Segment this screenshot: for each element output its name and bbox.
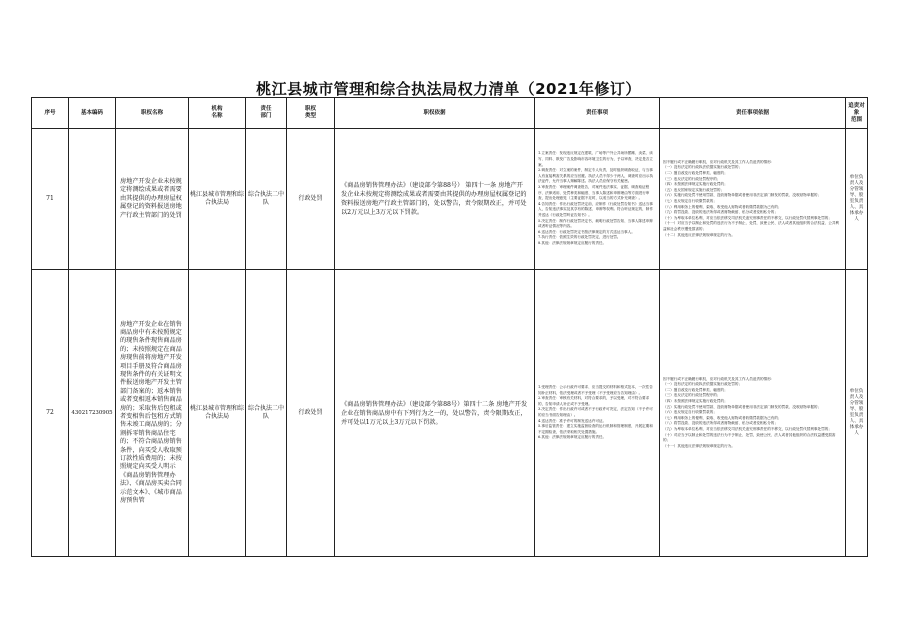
table-row: [32, 129, 868, 270]
header-duty-basis: 责任事项依据: [660, 98, 846, 129]
header-scope: 追责对象 范围: [846, 98, 868, 129]
row-basis: 《商品房销售管理办法》（建设部令第88号）第四十二条 房地产开发企业在销售商品房中有下列行为之一的，处以警告，责令限期改正，并可处以1万元以上3万元以下罚款。: [335, 270, 535, 557]
row-duties: [535, 270, 660, 557]
list-item: 4.告知责任：作出行政处罚决定前，应制作《行政处罚告知书》送达当事人，告知违法事实及其享有的陈述、申辩等权利。符合听证规定的，制作并送达《行政处罚听证告知书》。: [538, 201, 653, 217]
list-item: （五）实施行政处罚不使用罚款、没收财物单据或者使用非法定部门制发的罚款、没收财物单据的；: [663, 404, 822, 409]
list-item: 6.其他：法律法规规章规定应履行的责任。: [538, 435, 607, 440]
duties-list: [538, 385, 656, 441]
row-code: 43021723090​5: [69, 270, 116, 557]
list-item: 1.立案责任：发现违反规定在建筑、广场等户外公共场所摆摊、卖菜、读写、饲料、散发广告及影响市容环境卫生的行为，予以审查，决定是否立案。: [538, 151, 653, 167]
list-item: （八）将罚没款、没收的违法所得或者财物截留、私分或者变相私分的；: [663, 421, 778, 426]
duty-basis-list: [663, 377, 842, 450]
list-item: 4.送达责任：准予许可的制发送达许可证。: [538, 418, 607, 423]
header-dept: 责任 部门: [246, 98, 287, 129]
list-item: （五）违反国家规定实施行政处罚的；: [663, 187, 725, 192]
row-org: 桃江县城市管理和综合执法局: [189, 129, 246, 270]
list-item: 1.受理责任：公示行政许可要求、应当提交的材料和格式范本，一次性告知补正材料，依法受理或者不予受理（不予受理应当告知理由）。: [538, 385, 653, 395]
list-item: 2.调查责任：对立案的案件，制定专人负责，及时组织调查取证，与当事人有直接利害关系的应当回避。执法人员不得少于两人，调查时应出示执法证件，允许当事人辩解陈述。执法人员应保守有关秘密。: [538, 168, 653, 184]
header-code: 基本编码: [69, 98, 116, 129]
list-item: （八）利用职务上的便利，索取、收受他人财物或者收缴罚款据为己有的；: [663, 204, 782, 209]
row-power-name: 房地产开发企业在销售商品房中有未按照规定的现售条件现售商品房的；未按照规定在商品房现售前将房地产开发项目手册及符合商品房现售条件的有关证明文件报送房地产开发主管部门备案的；返本销售或者变相返本销售商品房的；采取售后包租或者变相售后包租方式销售未竣工商品房的；分割拆零销售商品住宅的；不符合商品房销售条件，向买受人收取预订款性质费用的；未按照规定向买受人明示《商品房销售管理办法》、《商品房买卖合同示范文本》、《城市商品房预售管: [116, 270, 189, 557]
list-item: （十）为牟取本单位私利，对应当依法移交司法机关追究刑事责任的不移交，以行政处罚代替刑事处罚的；: [663, 215, 832, 220]
page-title: 桃江县城市管理和综合执法局权力清单（2021年修订）: [256, 80, 641, 98]
list-item: 3.决定责任：作出行政许可或者不予行政许可决定，法定告知（不予许可的应当书面告知理由）。: [538, 407, 653, 417]
list-item: （七）违反规定自行收缴罚款的；: [663, 199, 717, 203]
list-item: 6.送达责任：行政处罚决定书按法律规定的方式送达当事人。: [538, 229, 635, 234]
row-scope: 单位负责人及分管领导、股室负责人、具体承办人: [846, 270, 868, 557]
duty-basis-list: [663, 160, 842, 238]
row-duties: [535, 129, 660, 270]
row-code: [69, 129, 116, 270]
list-item: 5.决定责任：制作行政处罚决定书，载明行政处罚告知、当事人陈述申辩或者听证情况等内容。: [538, 218, 653, 229]
header-type: 职权 类型: [287, 98, 335, 129]
list-item: （六）实施行政处罚不使用罚款、没收财物单据或者使用非法定部门制发的罚款、没收财物单据的；: [663, 193, 822, 198]
list-item: 3.审查责任：审理案件调查报告，对案件违法事实、证据、调查取证程序、法律适用、处罚种类和幅度、当事人陈述和申辩理由等方面进行审查，提出处理意见（主要证据不足时，以适当的方式补充调查）。: [538, 185, 650, 201]
duties-list: [538, 151, 656, 246]
header-row: [32, 98, 868, 129]
list-item: 因不履行或不正确履行职权，应对行政机关及其工作人员追责的情形：: [663, 376, 775, 381]
list-item: 8.其他：法律法规规章规定应履行的责任。: [538, 240, 607, 245]
list-item: （一）没有法定的行政执法依据实施行政处罚的；: [663, 165, 743, 170]
list-item: （六）违反规定自行收缴罚款的；: [663, 410, 717, 415]
list-item: （四）未按照法律规定实施行政处罚的；: [663, 399, 728, 404]
power-list-table: [31, 97, 868, 557]
list-item: （十二）其他违反法律法规规章规定的行为。: [663, 232, 735, 237]
row-dept: 综合执法二中队: [246, 270, 287, 557]
row-seq: 71: [32, 129, 69, 270]
row-type: 行政处罚: [287, 129, 335, 270]
list-item: （十）对应当予以制止和处罚的违法行为不予制止、处罚，致使公民、法人或者其他组织的合法权益遭受损害的；: [663, 432, 836, 443]
row-duty-basis: [660, 270, 846, 557]
row-type: 行政处罚: [287, 270, 335, 557]
list-item: （二）擅自改变行政处罚种类、幅度的；: [663, 171, 728, 176]
row-power-name: 房地产开发企业未按规定将测绘成果或者需要由其提供的办理房屋权属登记的资料报送房地产行政主管部门的处罚: [116, 129, 189, 270]
list-item: （十一）其他违反法律法规规章规定的行为。: [663, 443, 735, 448]
header-basis: 职权依据: [335, 98, 535, 129]
row-seq: 72: [32, 270, 69, 557]
list-item: （二）擅自改变行政处罚种类、幅度的；: [663, 387, 728, 392]
list-item: （十一）对应当予以制止和处罚的违法行为不予制止、处罚，致使公民、法人或者其他组织的合法权益、公共利益和社会秩序遭受损害的；: [663, 221, 840, 231]
list-item: （三）违反法定的行政处罚程序的；: [663, 393, 721, 398]
row-scope: 单位负责人及分管领导、股室负责人、具体承办人: [846, 129, 868, 270]
header-seq: 序号: [32, 98, 69, 129]
list-item: （七）利用职务上的便利，索取、收受他人财物或者收缴罚款据为己有的；: [663, 415, 782, 420]
list-item: （一）没有法定的行政执法依据实施行政处罚的；: [663, 382, 743, 387]
row-duty-basis: [660, 129, 846, 270]
list-item: （四）未按照法律规定实施行政处罚的；: [663, 182, 728, 187]
list-item: 7.执行责任：依照生效的行政处罚决定，进行处罚。: [538, 235, 621, 240]
row-dept: 综合执法二中队: [246, 129, 287, 270]
table-row: [32, 270, 868, 557]
header-name: 职权名称: [116, 98, 189, 129]
list-item: （九）将罚没款、没收的违法所得或者财物截留、私分或者变相私分的；: [663, 210, 778, 215]
row-basis: 《商品房销售管理办法》（建设部令第88号） 第四十一条 房地产开发企业未按规定将测绘成果或者需要由其提供的办理房屋权属登记的资料报送房地产行政主管部门的，处以警告，责令限期改正，并可处以2万元以上3万元以下罚款。: [335, 129, 535, 270]
list-item: （九）为牟取本单位私利，对应当依法移交司法机关追究刑事责任的不移交，以行政处罚代替刑事处罚的；: [663, 426, 832, 431]
row-org: 桃江县城市管理和综合执法局: [189, 270, 246, 557]
list-item: （三）违反法定的行政处罚程序的；: [663, 176, 721, 181]
list-item: 2.审查责任：审核有关材料，对符合要求的，予以受理，对不符合要求的，告知申请人补正或不予受理。: [538, 396, 650, 406]
list-item: 5.事后监管责任：建立实施监督检查的运行机制和管理制度，开展定期和不定期检查，依法采取相关处置措施。: [538, 424, 653, 434]
header-duties: 责任事项: [535, 98, 660, 129]
header-org: 机构 名称: [189, 98, 246, 129]
list-item: 因不履行或不正确履行职权，应对行政机关及其工作人员追责的情形：: [663, 159, 775, 164]
